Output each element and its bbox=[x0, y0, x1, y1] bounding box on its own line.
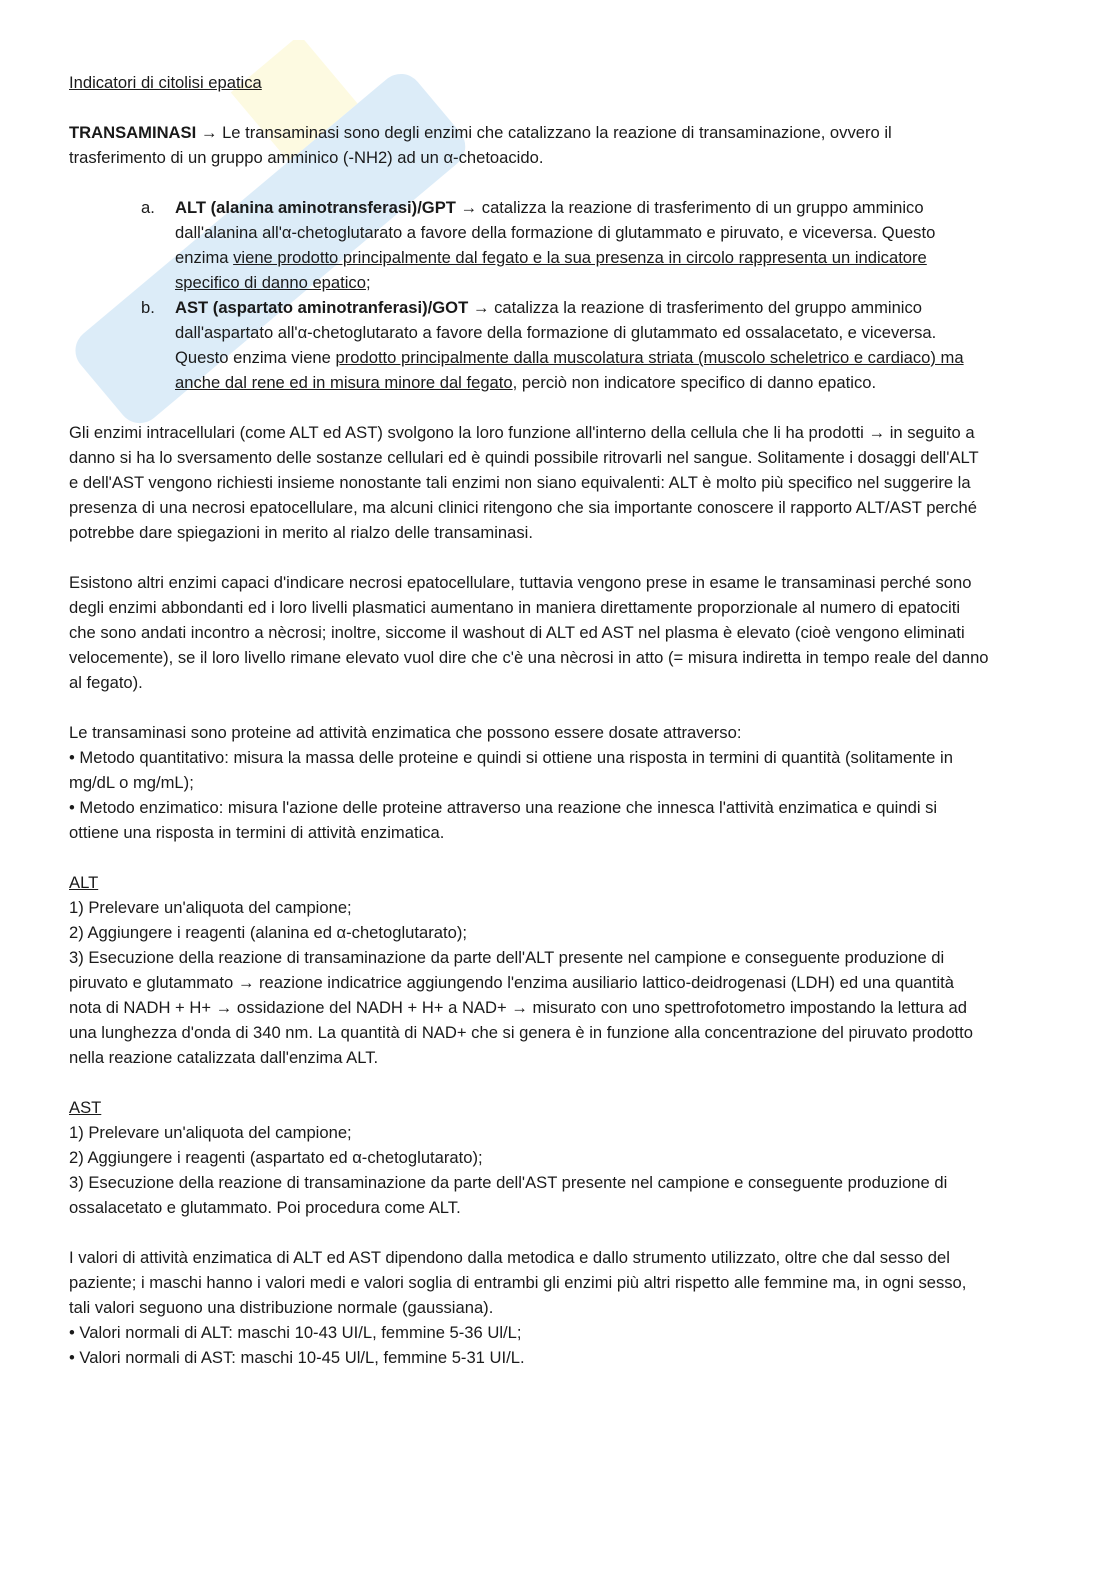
transaminasi-lead: TRANSAMINASI bbox=[69, 123, 197, 142]
alt-step-3-part-c: ossidazione del NADH + H+ a NAD+ bbox=[236, 998, 507, 1017]
alt-text-end: ; bbox=[365, 273, 371, 292]
ast-text: catalizza la reazione di trasferimento del gruppo amminico dall'aspartato all'α-chetoglutarato a favore della formazione di glutammato ed ossalacetato, e viceversa. Questo enzima viene bbox=[175, 298, 937, 367]
values-alt: • Valori normali di ALT: maschi 10-43 UI/L, femmine 5-36 Ul/L; bbox=[69, 1323, 522, 1342]
alt-step-3-part-b: reazione indicatrice aggiungendo l'enzima ausiliario lattico-deidrogenasi (LDH) ed una quantità nota di NADH + H+ bbox=[69, 973, 955, 1017]
ast-text-end: , perciò non indicatore specifico di danno epatico. bbox=[512, 373, 877, 392]
methods-intro: Le transaminasi sono proteine ad attività enzimatica che possono essere dosate attraverso: bbox=[69, 723, 742, 742]
ast-step-3: 3) Esecuzione della reazione di transaminazione da parte dell'AST presente nel campione e conseguente produzione di ossalacetato e glutammato. Poi procedura come ALT. bbox=[69, 1173, 948, 1217]
values-ast: • Valori normali di AST: maschi 10-45 Ul/L, femmine 5-31 UI/L. bbox=[69, 1348, 525, 1367]
enzyme-list bbox=[69, 195, 989, 395]
arrow-icon: → bbox=[511, 998, 528, 1017]
arrow-icon: → bbox=[200, 123, 218, 142]
arrow-icon: → bbox=[215, 998, 233, 1017]
method-quantitative: • Metodo quantitativo: misura la massa delle proteine e quindi si ottiene una risposta in termini di quantità (solitamente in mg/dL o mg/mL); bbox=[69, 748, 953, 792]
values-intro: I valori di attività enzimatica di ALT ed AST dipendono dalla metodica e dallo strumento utilizzato, oltre che dal sesso del paziente; i maschi hanno i valori medi e valori soglia di entrambi gli enzimi più altri rispetto alle femmine ma, in ogni sesso, tali valori seguono una distribuzione normale (gaussiana). bbox=[69, 1248, 967, 1317]
alt-section-heading: ALT bbox=[69, 873, 99, 892]
arrow-icon: → bbox=[237, 973, 255, 992]
paragraph-other-enzymes: Esistono altri enzimi capaci d'indicare necrosi epatocellulare, tuttavia vengono prese in esame le transaminasi perché sono degli enzimi abbondanti ed i loro livelli plasmatici aumentano in maniera direttamente proporzionale al numero di epatociti che sono andati incontro a nècrosi; inoltre, siccome il washout di ALT ed AST nel plasma è elevato (cioè vengono eliminati velocemente), se il loro livello rimane elevato vuol dire che c'è una nècrosi in atto (= misura indiretta in tempo reale del danno al fegato). bbox=[69, 573, 989, 692]
arrow-icon: → bbox=[460, 198, 478, 217]
method-enzymatic: • Metodo enzimatico: misura l'azione delle proteine attraverso una reazione che innesca l'attività enzimatica e quindi si ottiene una risposta in termini di attività enzimatica. bbox=[69, 798, 938, 842]
paragraph-intracellular bbox=[69, 420, 989, 545]
arrow-icon: → bbox=[472, 298, 490, 317]
intracellular-text-1: Gli enzimi intracellulari (come ALT ed AST) svolgono la loro funzione all'interno della cellula che li ha prodotti bbox=[69, 423, 864, 442]
list-marker: b. bbox=[141, 298, 155, 317]
transaminasi-text: Le transaminasi sono degli enzimi che catalizzano la reazione di transaminazione, ovvero il trasferimento di un gruppo amminico (-NH2) ad un α-chetoacido. bbox=[69, 123, 892, 167]
alt-step-2: 2) Aggiungere i reagenti (alanina ed α-chetoglutarato); bbox=[69, 923, 467, 942]
alt-underlined: viene prodotto principalmente dal fegato e la sua presenza in circolo rappresenta un indicatore specifico di danno epatico bbox=[175, 248, 927, 292]
intracellular-text-2: in seguito a danno si ha lo sversamento delle sostanze cellulari ed è quindi possibile ritrovarli nel sangue. Solitamente i dosaggi dell'ALT e dell'AST vengono richiesti insieme nonostante tali enzimi non siano equivalenti: ALT è molto più specifico nel suggerire la presenza di una necrosi epatocellulare, ma alcuni clinici ritengono che sia importante conoscere il rapporto ALT/AST perché potrebbe dare spiegazioni in merito al rialzo delle transaminasi. bbox=[69, 423, 979, 542]
alt-heading: ALT (alanina aminotransferasi)/GPT bbox=[175, 198, 456, 217]
alt-text: catalizza la reazione di trasferimento di un gruppo amminico dall'alanina all'α-chetoglutarato a favore della formazione di glutammato e piruvato, e viceversa. Questo enzima bbox=[175, 198, 936, 267]
arrow-icon: → bbox=[868, 423, 886, 442]
list-item-alt bbox=[69, 195, 989, 295]
transaminasi-intro bbox=[69, 120, 989, 170]
ast-step-2: 2) Aggiungere i reagenti (aspartato ed α-chetoglutarato); bbox=[69, 1148, 483, 1167]
ast-heading: AST (aspartato aminotranferasi)/GOT bbox=[175, 298, 469, 317]
alt-step-3 bbox=[69, 945, 989, 1070]
ast-underlined: prodotto principalmente dalla muscolatura striata (muscolo scheletrico e cardiaco) ma anche dal rene ed in misura minore dal fegato bbox=[175, 348, 964, 392]
alt-step-1: 1) Prelevare un'aliquota del campione; bbox=[69, 898, 352, 917]
alt-step-3-part-d: misurato con uno spettrofotometro impostando la lettura ad una lunghezza d'onda di 340 nm. La quantità di NAD+ che si genera è in funzione alla concentrazione del piruvato prodotto nella reazione catalizzata dall'enzima ALT. bbox=[69, 998, 973, 1067]
list-item-ast bbox=[69, 295, 989, 395]
list-marker: a. bbox=[141, 198, 155, 217]
alt-step-3-part-a: 3) Esecuzione della reazione di transaminazione da parte dell'ALT presente nel campione e conseguente produzione di piruvato e glutammato bbox=[69, 948, 945, 992]
ast-section-heading: AST bbox=[69, 1098, 102, 1117]
ast-step-1: 1) Prelevare un'aliquota del campione; bbox=[69, 1123, 352, 1142]
page-title: Indicatori di citolisi epatica bbox=[69, 73, 262, 92]
document-page bbox=[69, 70, 989, 1370]
